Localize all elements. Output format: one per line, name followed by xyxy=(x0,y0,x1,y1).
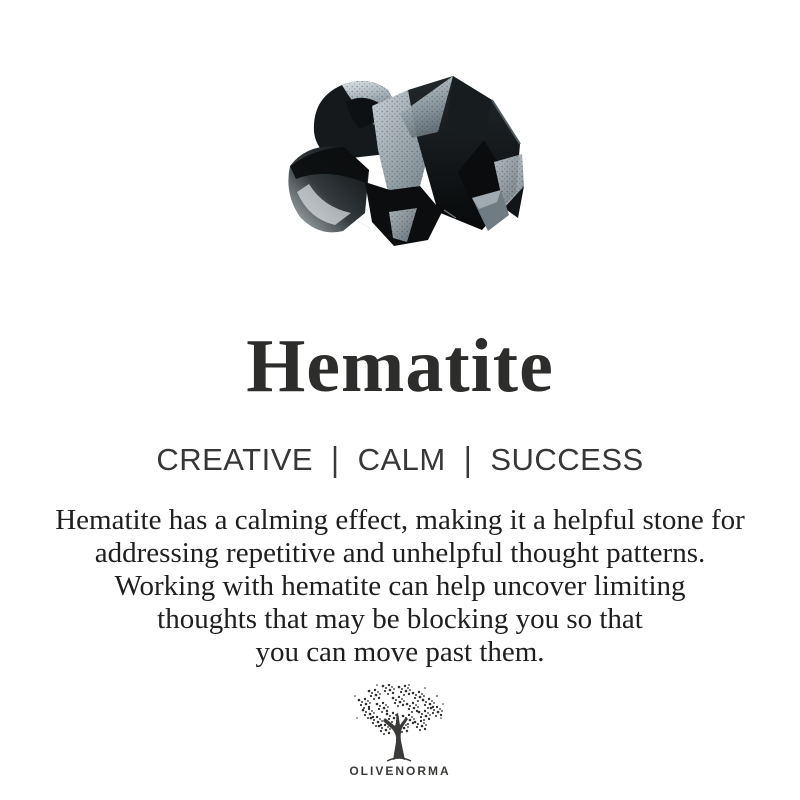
description-line: you can move past them. xyxy=(255,636,545,668)
stone-properties-tagline xyxy=(0,440,800,479)
description-line: thoughts that may be blocking you so that xyxy=(157,603,643,635)
description-line: Hematite has a calming effect, making it a helpful stone for xyxy=(55,504,745,536)
tagline-separator: | xyxy=(331,440,340,479)
brand-logo xyxy=(0,684,800,779)
hematite-stone-photo xyxy=(286,70,524,248)
tagline-word-creative: CREATIVE xyxy=(156,442,314,477)
stone-description xyxy=(0,504,800,669)
olive-tree-icon xyxy=(353,684,447,762)
tagline-word-calm: CALM xyxy=(357,442,446,477)
description-line: Working with hematite can help uncover limiting xyxy=(114,570,686,602)
stone-name-title: Hematite xyxy=(246,324,554,408)
brand-name: OLIVENORMA xyxy=(349,764,451,778)
description-line: addressing repetitive and unhelpful thought patterns. xyxy=(94,537,706,569)
tagline-word-success: SUCCESS xyxy=(490,442,644,477)
tagline-separator: | xyxy=(463,440,473,479)
